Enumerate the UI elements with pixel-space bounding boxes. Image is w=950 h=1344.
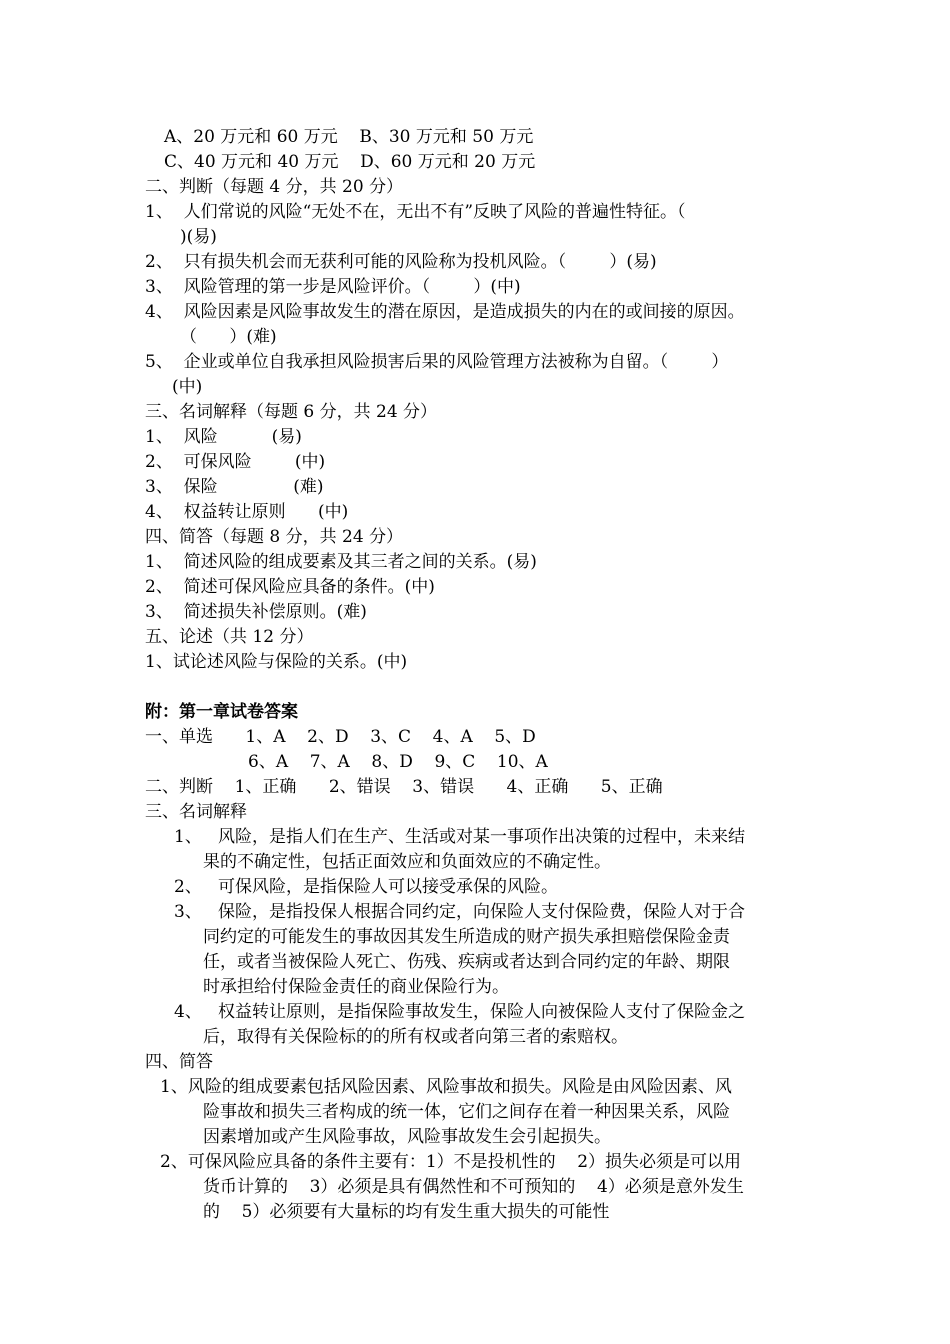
answer-term-3-cont-2: 任，或者当被保险人死亡、伤残、疾病或者达到合同约定的年龄、期限: [203, 952, 730, 972]
answer-short-heading: 四、简答: [145, 1052, 213, 1072]
answer-short-2-cont-1: 货币计算的 3）必须是具有偶然性和不可预知的 4）必须是意外发生: [203, 1177, 744, 1197]
answer-term-3-cont-1: 同约定的可能发生的事故因其发生所造成的财产损失承担赔偿保险金责: [203, 927, 730, 947]
section-heading-essay: 五、论述（共 12 分）: [145, 627, 314, 647]
answer-terms-heading: 三、名词解释: [145, 802, 247, 822]
answer-short-1-cont-2: 因素增加或产生风险事故，风险事故发生会引起损失。: [203, 1127, 611, 1147]
section-heading-short-answer: 四、简答（每题 8 分，共 24 分）: [145, 527, 404, 547]
judgment-question-1-cont: )(易): [180, 227, 217, 247]
short-answer-question-3: 3、 简述损失补偿原则。(难): [145, 602, 367, 622]
judgment-question-4: 4、 风险因素是风险事故发生的潜在原因，是造成损失的内在的或间接的原因。: [145, 302, 745, 322]
short-answer-question-1: 1、 简述风险的组成要素及其三者之间的关系。(易): [145, 552, 537, 572]
term-question-1: 1、 风险 (易): [145, 427, 302, 447]
answer-term-4: 4、 权益转让原则，是指保险事故发生，保险人向被保险人支付了保险金之: [174, 1002, 746, 1022]
judgment-question-1: 1、 人们常说的风险“无处不在，无出不有”反映了风险的普遍性特征。（: [145, 202, 686, 222]
answer-judgment-row: 二、判断 1、正确 2、错误 3、错误 4、正确 5、正确: [145, 777, 663, 797]
option-line-c-d: C、40 万元和 40 万元 D、60 万元和 20 万元: [164, 152, 536, 172]
short-answer-question-2: 2、 简述可保风险应具备的条件。(中): [145, 577, 435, 597]
option-line-a-b: A、20 万元和 60 万元 B、30 万元和 50 万元: [164, 127, 534, 147]
judgment-question-5-cont: (中): [172, 377, 203, 397]
judgment-question-2: 2、 只有损失机会而无获利可能的风险称为投机风险。（ ）(易): [145, 252, 657, 272]
judgment-question-4-cont: （ ）(难): [180, 327, 277, 347]
term-question-3: 3、 保险 (难): [145, 477, 324, 497]
term-question-2: 2、 可保风险 (中): [145, 452, 326, 472]
answer-short-2-cont-2: 的 5）必须要有大量标的均有发生重大损失的可能性: [203, 1202, 610, 1222]
answer-term-1: 1、 风险，是指人们在生产、生活或对某一事项作出决策的过程中，未来结: [174, 827, 746, 847]
answer-term-3-cont-3: 时承担给付保险金责任的商业保险行为。: [203, 977, 509, 997]
term-question-4: 4、 权益转让原则 (中): [145, 502, 349, 522]
answer-term-4-cont: 后，取得有关保险标的的所有权或者向第三者的索赔权。: [203, 1027, 628, 1047]
answer-single-choice-row-1: 一、单选 1、A 2、D 3、C 4、A 5、D: [145, 727, 536, 747]
answer-term-1-cont: 果的不确定性，包括正面效应和负面效应的不确定性。: [203, 852, 611, 872]
judgment-question-3: 3、 风险管理的第一步是风险评价。（ ）(中): [145, 277, 521, 297]
answer-term-3: 3、 保险，是指投保人根据合同约定，向保险人支付保险费，保险人对于合: [174, 902, 746, 922]
section-heading-terms: 三、名词解释（每题 6 分，共 24 分）: [145, 402, 438, 422]
answer-short-2: 2、可保风险应具备的条件主要有：1）不是投机性的 2）损失必须是可以用: [160, 1152, 742, 1172]
judgment-question-5: 5、 企业或单位自我承担风险损害后果的风险管理方法被称为自留。（ ）: [145, 352, 729, 372]
answer-short-1-cont-1: 险事故和损失三者构成的统一体，它们之间存在着一种因果关系，风险: [203, 1102, 730, 1122]
answer-key-heading: 附：第一章试卷答案: [145, 702, 298, 722]
answer-short-1: 1、风险的组成要素包括风险因素、风险事故和损失。风险是由风险因素、风: [160, 1077, 732, 1097]
answer-term-2: 2、 可保风险，是指保险人可以接受承保的风险。: [174, 877, 559, 897]
section-heading-judgment: 二、判断（每题 4 分，共 20 分）: [145, 177, 404, 197]
essay-question-1: 1、试论述风险与保险的关系。(中): [145, 652, 408, 672]
answer-single-choice-row-2: 6、A 7、A 8、D 9、C 10、A: [248, 752, 548, 772]
